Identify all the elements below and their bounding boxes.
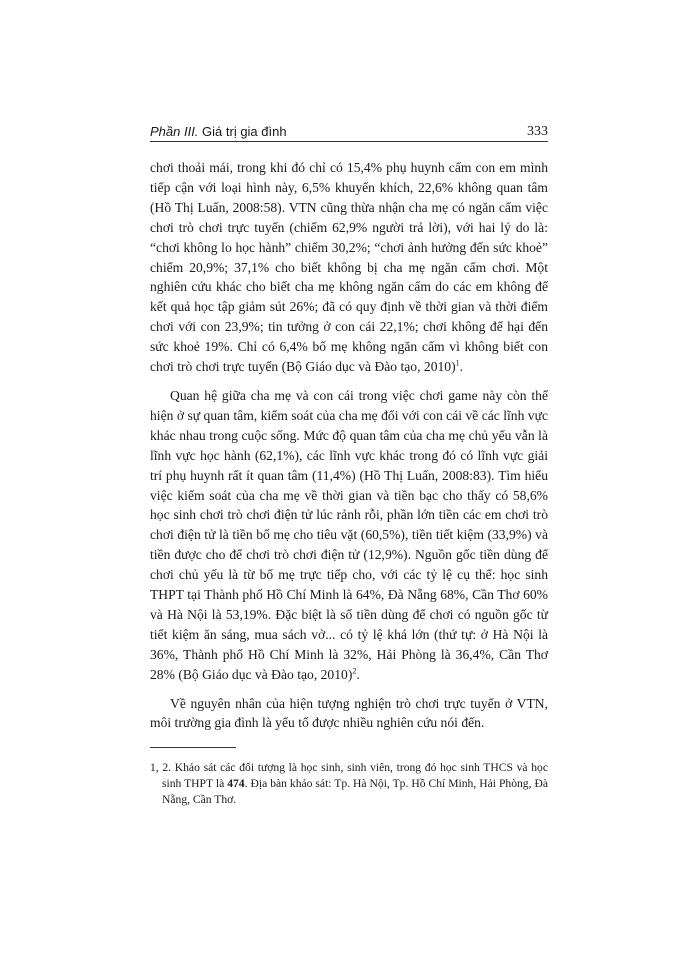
section-title	[150, 124, 287, 139]
section-prefix: Phần III.	[150, 124, 199, 139]
footnote-text-end: . Địa bàn khảo sát: Tp. Hà Nội, Tp. Hồ Chí Minh, Hải Phòng, Đà Nẵng, Cần Thơ.	[162, 777, 548, 807]
footnote-rule	[150, 747, 236, 748]
footnote-count: 474	[227, 777, 245, 791]
header-rule	[150, 141, 548, 142]
paragraph-1-end: .	[459, 359, 464, 375]
paragraph-1	[150, 158, 548, 377]
paragraph-2-text: Quan hệ giữa cha mẹ và con cái trong việc chơi game này còn thể hiện ở sự quan tâm, kiểm soát của cha mẹ đối với con cái về các lĩnh vực khác nhau trong cuộc sống. Mức độ quan tâm của cha mẹ chủ yếu vẫn là lĩnh vực học hành (62,1%), các lĩnh vực khác trong đó có lĩnh vực giải trí phụ huynh rất ít quan tâm (11,4%) (Hồ Thị Luấn, 2008:83). Tìm hiểu việc kiểm soát của cha mẹ về thời gian và tiền bạc cho thấy có 58,6% học sinh chơi trò chơi điện tử lúc rảnh rỗi, phần lớn tiền các em chơi trò chơi điện tử là tiền bố mẹ cho tiêu vặt (60,5%), tiền tiết kiệm (33,9%) và tiền được cho để chơi trò chơi điện tử (12,9%). Nguồn gốc tiền dùng để chơi chủ yếu là từ bố mẹ trực tiếp cho, với các tỷ lệ cụ thể: học sinh THPT tại Thành phố Hồ Chí Minh là 64%, Đà Nẵng 68%, Cần Thơ 60% và Hà Nội là 53,19%. Đặc biệt là số tiền dùng để chơi có nguồn gốc từ tiết kiệm ăn sáng, mua sách vở... có tỷ lệ khá lớn (thứ tự: ở Hà Nội là 36%, Thành phố Hồ Chí Minh là 32%, Hải Phòng là 36,4%, Cần Thơ 28% (Bộ Giáo dục và Đào tạo, 2010)	[150, 387, 548, 682]
paragraph-1-text: chơi thoải mái, trong khi đó chỉ có 15,4% phụ huynh cấm con em mình tiếp cận với loại hình này, 6,5% khuyến khích, 22,6% không quan tâm (Hồ Thị Luấn, 2008:58). VTN cũng thừa nhận cha mẹ có ngăn cấm việc chơi trò chơi trực tuyến (chiếm 62,9% người trả lời), với hai lý do là: “chơi không lo học hành” chiếm 30,2%; “chơi ảnh hưởng đến sức khoẻ” chiếm 20,9%; 37,1% cho biết không bị cha mẹ ngăn cấm chơi. Một nghiên cứu khác cho biết cha mẹ không ngăn cấm do các em không để kết quả học tập giảm sút 26%; đã có quy định về thời gian và thời điểm chơi với con 23,9%; tin tưởng ở con cái 22,1%; chơi không để hại đến sức khoẻ 19%. Chỉ có 6,4% bố mẹ không ngăn cấm vì không biết con chơi trò chơi trực tuyến (Bộ Giáo dục và Đào tạo, 2010)	[150, 160, 548, 375]
paragraph-3: Về nguyên nhân của hiện tượng nghiện trò chơi trực tuyến ở VTN, môi trường gia đình là yếu tố được nhiều nghiên cứu nói đến.	[150, 695, 548, 731]
footnote	[150, 760, 548, 809]
body-text	[150, 158, 548, 733]
footnote-ref-2: 2	[352, 666, 357, 676]
paragraph-2	[150, 386, 548, 685]
paragraph-2-end: .	[356, 666, 360, 682]
running-header	[150, 122, 548, 142]
page-number: 333	[527, 124, 548, 139]
footnote-ref-1: 1	[455, 358, 460, 368]
footnote-text-start: 1, 2. Khảo sát các đối tượng là học sinh, sinh viên, trong đó học sinh THCS và học sinh THPT là	[150, 761, 548, 791]
section-name: Giá trị gia đình	[198, 124, 287, 139]
